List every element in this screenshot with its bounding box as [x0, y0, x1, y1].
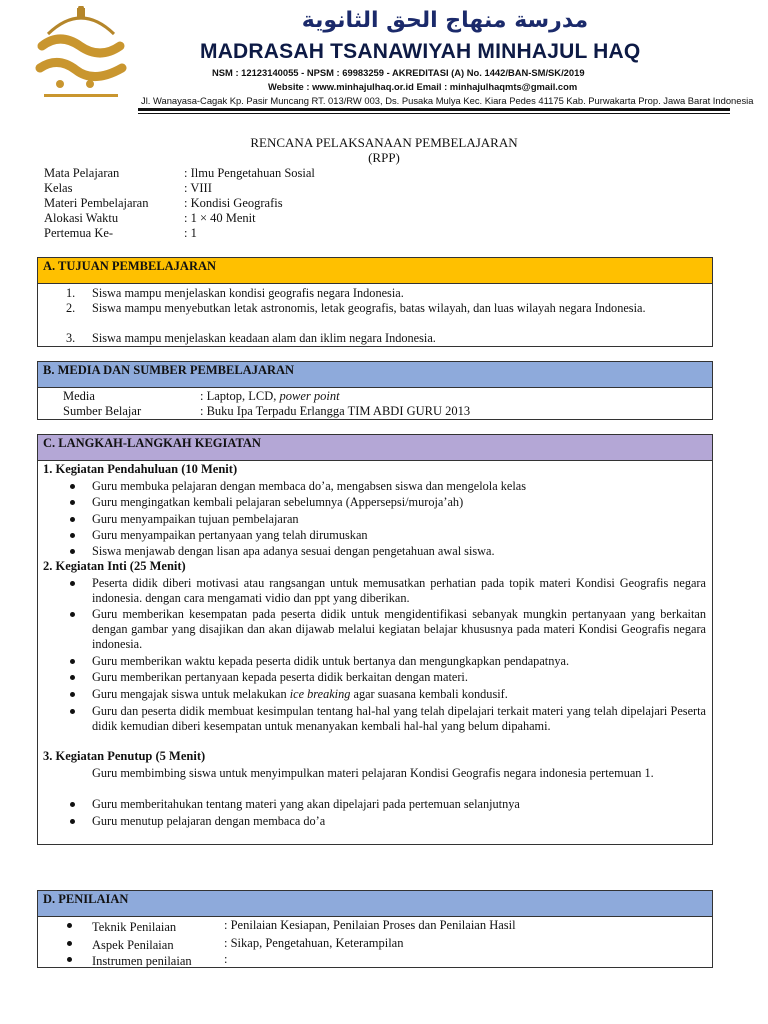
list-item: Guru menutup pelajaran dengan membaca do’a [92, 814, 712, 829]
section-a-heading: A. TUJUAN PEMBELAJARAN [37, 257, 713, 284]
header-rule [138, 108, 730, 111]
school-contact: Website : www.minhajulhaq.or.id Email : minhajulhaqmts@gmail.com [268, 81, 578, 92]
penilaian-value: : Sikap, Pengetahuan, Keterampilan [224, 936, 404, 950]
list-item: Instrumen penilaian [92, 952, 712, 970]
school-registry: NSM : 12123140055 - NPSM : 69983259 - AKREDITASI (A) No. 1442/BAN-SM/SK/2019 [212, 67, 585, 78]
list-item: Guru mengajak siswa untuk melakukan ice breaking agar suasana kembali kondusif. [92, 687, 712, 702]
document-subtitle: (RPP) [368, 150, 400, 165]
list-item: Guru memberikan pertanyaan kepada peserta didik berkaitan dengan materi. [92, 670, 712, 685]
list-item: Guru dan peserta didik membuat kesimpulan tentang hal-hal yang telah dipelajari terkait materi yang telah dipelajari Peserta didik kemudian diberi kesempatan untuk menanyakan kembali hal-hal yang belum dipahami. [92, 704, 706, 734]
identity-row: Mata Pelajaran : Ilmu Pengetahuan Sosial [44, 166, 315, 180]
list-item: Siswa menjawab dengan lisan apa adanya sesuai dengan pengetahuan awal siswa. [92, 544, 712, 559]
list-item: Guru memberikan kesempatan pada peserta didik untuk mengidentifikasi sebanyak mungkin pertanyaan yang berkaitan dengan gambar yang disajikan dan akan dijawab melalui kegiatan belajar khususnya pada materi Kondisi Geografis negara indonesia. [92, 607, 706, 652]
bullet-icon [70, 692, 75, 697]
list-item: Aspek Penilaian [92, 936, 712, 954]
section-a-box [37, 283, 713, 347]
bullet-icon [70, 484, 75, 489]
section-b-box [37, 387, 713, 420]
bullet-icon [70, 533, 75, 538]
section-c-heading: C. LANGKAH-LANGKAH KEGIATAN [37, 434, 713, 461]
bullet-icon [70, 819, 75, 824]
document-title: RENCANA PELAKSANAAN PEMBELAJARAN [250, 135, 518, 150]
school-name: MADRASAH TSANAWIYAH MINHAJUL HAQ [200, 40, 641, 63]
media-label: Media [63, 389, 95, 403]
section-b-heading: B. MEDIA DAN SUMBER PEMBELAJARAN [37, 361, 713, 388]
identity-row: Pertemua Ke- : 1 [44, 226, 197, 240]
school-logo [30, 6, 132, 106]
school-arabic-name: مدرسة منهاج الحق الثانوية [301, 8, 589, 33]
list-item: Guru memberitahukan tentang materi yang akan dipelajari pada pertemuan selanjutnya [92, 797, 712, 812]
list-item: 1. Siswa mampu menjelaskan kondisi geografis negara Indonesia. [66, 286, 404, 300]
penilaian-value: : [224, 952, 228, 966]
sumber-label: Sumber Belajar [63, 404, 142, 418]
header-rule-thin [138, 113, 730, 114]
list-item: Guru menyampaikan pertanyaan yang telah dirumuskan [92, 528, 712, 543]
media-value: : Laptop, LCD, power point [200, 389, 340, 403]
school-address: Jl. Wanayasa-Cagak Kp. Pasir Muncang RT. 013/RW 003, Ds. Pusaka Mulya Kec. Kiara Pedes 41175 Kab. Purwakarta Prop. Jawa Barat Indonesia [141, 95, 754, 106]
identity-row: Kelas : VIII [44, 181, 212, 195]
list-item: Guru membuka pelajaran dengan membaca do’a, mengabsen siswa dan mengelola kelas [92, 479, 712, 494]
section-c-box [37, 460, 713, 845]
list-item: Peserta didik diberi motivasi atau rangsangan untuk memusatkan perhatian pada topik materi Kondisi Geografis negara indonesia. dengan cara mengamati vidio dan ppt yang diberikan. [92, 576, 706, 606]
identity-row: Alokasi Waktu : 1 × 40 Menit [44, 211, 256, 225]
penilaian-value: : Penilaian Kesiapan, Penilaian Proses dan Penilaian Hasil [224, 918, 516, 932]
list-item: Guru mengingatkan kembali pelajaran sebelumnya (Appersepsi/muroja’ah) [92, 495, 712, 510]
bullet-icon [70, 517, 75, 522]
sumber-value: : Buku Ipa Terpadu Erlangga TIM ABDI GURU 2013 [200, 404, 471, 418]
penutup-title: 3. Kegiatan Penutup (5 Menit) [43, 749, 206, 763]
list-item: Guru membimbing siswa untuk menyimpulkan materi pelajaran Kondisi Geografis negara indonesia pertemuan 1. [92, 766, 654, 780]
section-d-heading: D. PENILAIAN [37, 890, 713, 917]
inti-title: 2. Kegiatan Inti (25 Menit) [43, 559, 186, 573]
pendahuluan-title: 1. Kegiatan Pendahuluan (10 Menit) [43, 462, 238, 476]
bullet-icon [70, 659, 75, 664]
list-item: 3. Siswa mampu menjelaskan keadaan alam dan iklim negara Indonesia. [66, 331, 436, 345]
bullet-icon [70, 675, 75, 680]
bullet-icon [70, 612, 75, 617]
bullet-icon [67, 923, 72, 928]
bullet-icon [70, 500, 75, 505]
bullet-icon [67, 941, 72, 946]
list-item: 2. Siswa mampu menyebutkan letak astronomis, letak geografis, batas wilayah, dan luas wilayah negara Indonesia. [66, 301, 646, 315]
identity-row: Materi Pembelajaran : Kondisi Geografis [44, 196, 283, 210]
bullet-icon [70, 581, 75, 586]
list-item: Guru memberikan waktu kepada peserta didik untuk bertanya dan mengungkapkan pendapatnya. [92, 654, 712, 669]
section-d-box [37, 916, 713, 968]
list-item: Guru menyampaikan tujuan pembelajaran [92, 512, 712, 527]
bullet-icon [70, 549, 75, 554]
list-item: Teknik Penilaian [92, 918, 712, 936]
bullet-icon [70, 709, 75, 714]
bullet-icon [70, 802, 75, 807]
bullet-icon [67, 957, 72, 962]
